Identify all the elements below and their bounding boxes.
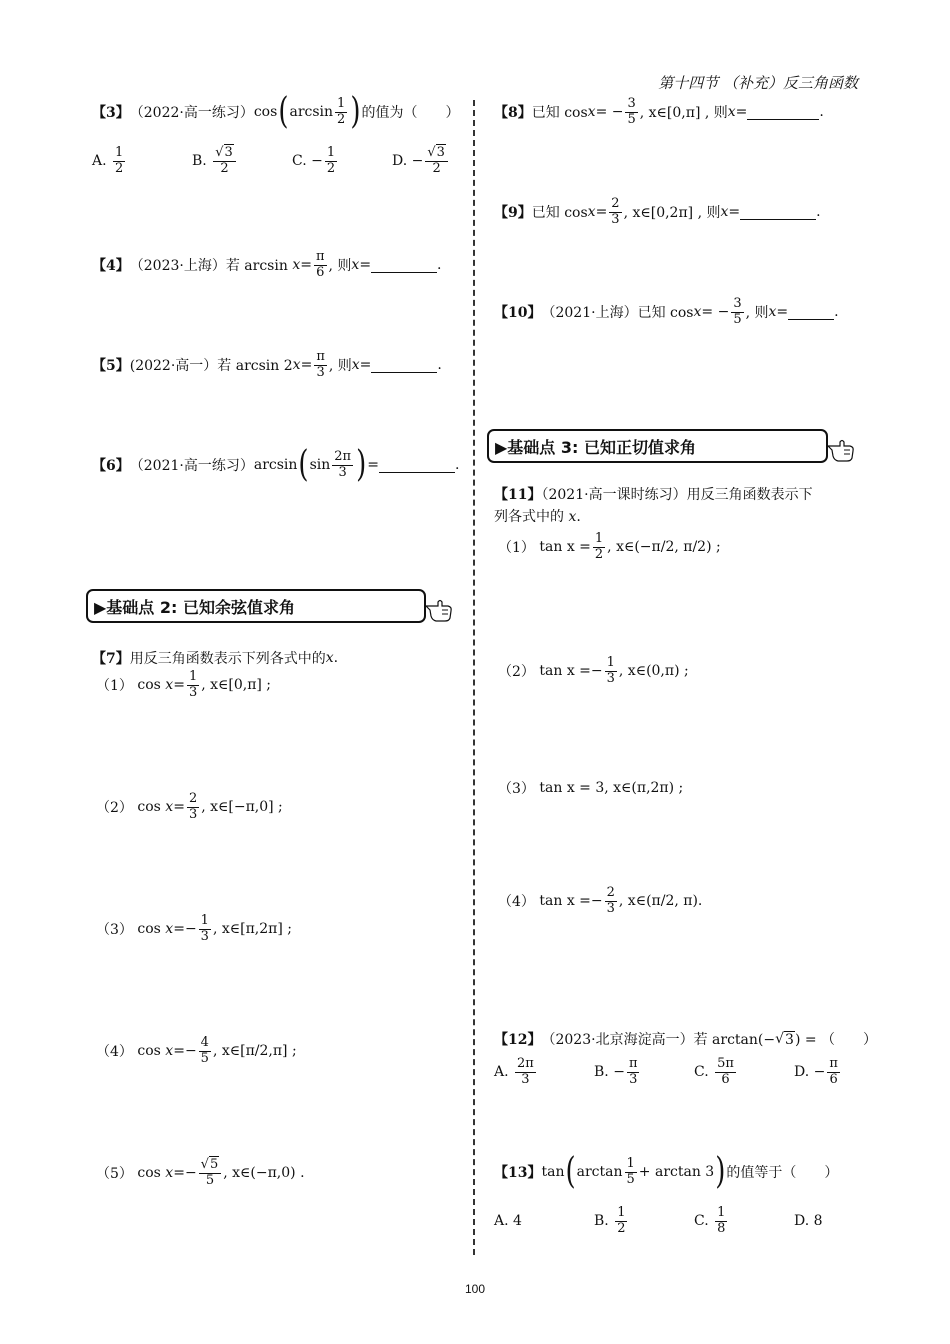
- frac-den: 6: [829, 1071, 838, 1087]
- item-domain: , x∈[−π,0] ;: [201, 799, 283, 816]
- q7-tag: 【7】: [92, 651, 130, 667]
- var-x: x: [568, 509, 577, 525]
- item-frac: [593, 532, 605, 563]
- frac-den: 3: [521, 1071, 530, 1087]
- var-x: x: [727, 104, 736, 121]
- item-domain: , x∈[π/2,π] ;: [212, 1043, 297, 1060]
- q3-frac: [335, 97, 347, 128]
- q3-frac-den: 2: [337, 111, 346, 127]
- q4-pre: 若 arcsin: [225, 258, 288, 275]
- q11-tag: 【11】: [494, 487, 542, 503]
- choice-sign: −: [813, 1064, 826, 1081]
- eq: =: [367, 457, 379, 474]
- eq: =: [728, 204, 741, 221]
- q4-tag: 【4】: [92, 258, 130, 275]
- q3-fn: cos: [253, 104, 278, 121]
- section-3-title: ▶基础点 3: 已知正切值求角: [495, 437, 696, 457]
- frac-num-sqrt: √5: [199, 1158, 222, 1174]
- q6-frac: [332, 450, 353, 481]
- frac-den: 3: [606, 670, 615, 686]
- q12-pre: 若 arctan(−: [693, 1032, 776, 1048]
- q8-tag: 【8】: [494, 105, 532, 122]
- q7-item-5: [96, 1158, 305, 1189]
- q8-pre: 已知 cos: [531, 105, 588, 122]
- q10-source: （2021·上海）: [541, 305, 638, 322]
- q13-choices: [494, 1206, 894, 1237]
- choice-sign: −: [311, 153, 323, 170]
- q8-domain: , x∈[0,π] , 则: [639, 105, 728, 122]
- frac-num: 3: [733, 296, 742, 311]
- choice-frac: [515, 1057, 536, 1088]
- frac-num: π: [316, 349, 325, 364]
- eq: =: [359, 257, 372, 274]
- choice-frac: [213, 146, 236, 177]
- eq: =: [300, 357, 313, 374]
- paren-open: (: [565, 1151, 576, 1194]
- q6-tag: 【6】: [92, 458, 130, 475]
- frac-den: 2: [115, 160, 124, 176]
- q12-choice-a[interactable]: [494, 1057, 594, 1088]
- frac-num: 1: [617, 1205, 626, 1220]
- question-4: 【4】 （2023·上海） 若 arcsin x = $\frac{\pi}{6}$ , 则 x = .: [92, 249, 442, 280]
- sqrt-radicand: 5: [209, 1157, 219, 1172]
- frac-num: 1: [188, 669, 198, 684]
- q5-pre: 若 arcsin 2: [217, 358, 293, 375]
- frac-den: 3: [200, 928, 209, 944]
- eq: = −: [701, 304, 730, 321]
- q12-post: ) = （ ）: [794, 1032, 878, 1048]
- frac-num: 2: [606, 885, 615, 900]
- eq: =: [735, 104, 748, 121]
- var-x: x: [165, 799, 174, 816]
- q9-answer-blank[interactable]: [740, 205, 816, 220]
- paren-close: ): [350, 91, 361, 134]
- q12-source: （2023·北京海淀高一）: [541, 1032, 694, 1048]
- choice-frac: [627, 1057, 640, 1088]
- question-6: 【6】 （2021·高一练习） arcsin ( sin $\frac{2\pi}{3}$ ) = .: [92, 444, 460, 487]
- frac-num: 2: [611, 196, 620, 211]
- choice-label: B.: [594, 1213, 609, 1230]
- q10-domain: , 则: [745, 305, 769, 322]
- question-7: [92, 648, 338, 668]
- frac-num: 1: [115, 145, 124, 160]
- frac-den: 3: [188, 806, 198, 822]
- q4-frac: [314, 250, 327, 281]
- sqrt-radicand: 3: [785, 1031, 794, 1048]
- item-fn: cos: [137, 921, 161, 938]
- choice-label: C.: [292, 153, 307, 170]
- item-domain: , x∈(0,π) ;: [618, 663, 689, 680]
- q6-source: （2021·高一练习）: [129, 458, 254, 475]
- var-x: x: [351, 257, 360, 274]
- var-x: x: [292, 357, 301, 374]
- q9-tag: 【9】: [494, 205, 532, 222]
- q10-tag: 【10】: [494, 305, 542, 322]
- item-domain: , x∈[0,π] ;: [201, 677, 272, 694]
- q12-choice-d[interactable]: [794, 1057, 894, 1088]
- item-domain: , x∈[π,2π] ;: [212, 921, 292, 938]
- eq: =: [173, 799, 185, 816]
- q3-tag: 【3】: [92, 105, 130, 122]
- choice-label: D.: [794, 1064, 810, 1081]
- frac-num: 1: [717, 1205, 726, 1220]
- item-frac: [187, 792, 199, 823]
- var-x: x: [587, 204, 596, 221]
- item-domain: , x∈(−π,0) .: [223, 1165, 305, 1182]
- item-sign: −: [590, 663, 603, 680]
- q9-pre: 已知 cos: [531, 205, 588, 222]
- item-fn: cos: [137, 1165, 161, 1182]
- choice-sign: −: [411, 153, 424, 170]
- choice-label: B.: [192, 153, 207, 170]
- frac-den: 3: [316, 364, 325, 380]
- frac-num: 2π: [517, 1056, 534, 1071]
- frac-num: π: [628, 1056, 638, 1071]
- item-num: （4）: [96, 1044, 133, 1061]
- eq: = −: [595, 104, 624, 121]
- frac-num: 5π: [717, 1056, 734, 1071]
- choice-frac: [827, 1057, 840, 1088]
- paren-open: (: [298, 444, 309, 487]
- item-sign: −: [184, 1043, 197, 1060]
- choice-frac: [325, 146, 337, 177]
- frac-den: 5: [733, 311, 742, 327]
- frac-den: 5: [627, 111, 636, 127]
- choice-frac: [425, 146, 448, 177]
- choice-frac: [615, 1206, 627, 1237]
- eq: =: [173, 921, 185, 938]
- q10-frac: [731, 297, 743, 328]
- item-num: （1）: [96, 678, 133, 695]
- q11-line1: 用反三角函数表示下: [686, 487, 813, 503]
- item-expr: tan x =: [539, 539, 591, 556]
- item-sign: −: [184, 1165, 197, 1182]
- var-x: x: [165, 1165, 174, 1182]
- frac-den: 2: [326, 160, 336, 176]
- eq: =: [173, 1043, 185, 1060]
- q4-answer-blank[interactable]: [371, 258, 437, 273]
- q3-arc: arcsin: [289, 104, 334, 121]
- eq: =: [300, 257, 312, 274]
- q5-post: , 则: [328, 358, 352, 375]
- q4-post: , 则: [328, 258, 352, 275]
- var-x: x: [587, 104, 596, 121]
- eq: =: [173, 1165, 185, 1182]
- item-expr: tan x =: [539, 893, 591, 910]
- q9-domain: , x∈[0,2π] , 则: [623, 205, 721, 222]
- q6-answer-blank[interactable]: [379, 458, 455, 473]
- q7-item-2: [96, 792, 283, 823]
- var-x: x: [351, 357, 360, 374]
- q3-tail: 的值为（ ）: [361, 105, 460, 122]
- item-num: （5）: [96, 1166, 133, 1183]
- q13-tail: 的值等于（ ）: [726, 1165, 839, 1182]
- frac-den: 5: [200, 1050, 209, 1066]
- choice-label: D.: [392, 153, 408, 170]
- var-x: x: [325, 650, 334, 666]
- q3-frac-num: 1: [337, 96, 346, 111]
- q11-end: .: [576, 509, 581, 525]
- q6-inner: sin: [309, 457, 331, 474]
- q13-arctan-3: + arctan 3: [638, 1164, 715, 1181]
- q3-choices: [92, 146, 492, 177]
- question-9: 【9】 已知 cos x = $\frac{2}{3}$ , x∈[0,2π] , 则 x = .: [494, 196, 821, 227]
- item-num: （3）: [96, 922, 133, 939]
- frac-den: 2: [617, 1220, 626, 1236]
- item-frac: [605, 656, 617, 687]
- item-num: （2）: [96, 800, 133, 817]
- q7-item-3: [96, 914, 292, 945]
- frac-den: 3: [606, 900, 615, 916]
- q13-choice-b[interactable]: [594, 1206, 694, 1237]
- var-x: x: [720, 204, 729, 221]
- item-fn: cos: [137, 677, 161, 694]
- q9-frac: [609, 197, 621, 228]
- choice-label: A.: [494, 1064, 509, 1081]
- frac-den: 8: [717, 1220, 726, 1236]
- q7-end: .: [333, 650, 339, 666]
- q13-fn: tan: [541, 1164, 565, 1181]
- q13-tag: 【13】: [494, 1165, 542, 1182]
- eq: =: [776, 304, 789, 321]
- var-x: x: [165, 921, 174, 938]
- item-fn: cos: [137, 799, 161, 816]
- choice-label: A.: [92, 153, 107, 170]
- q13-arctan: arctan: [576, 1164, 623, 1181]
- eq: =: [359, 357, 372, 374]
- choice-label: C.: [694, 1213, 709, 1230]
- q8-frac: [625, 97, 637, 128]
- var-x: x: [292, 257, 301, 274]
- q11-item-1: [498, 532, 721, 563]
- question-5: 【5】 (2022·高一） 若 arcsin 2 x = $\frac{\pi}{3}$ , 则 x = .: [92, 349, 442, 380]
- sqrt-radicand: 3: [224, 145, 233, 160]
- eq: =: [173, 677, 185, 694]
- question-12: 【12】 （2023·北京海淀高一） 若 arctan(− √ 3 ) = （ ）: [494, 1031, 878, 1048]
- item-num: （1）: [498, 540, 535, 557]
- q5-frac: [314, 350, 327, 381]
- choice-frac: [715, 1206, 727, 1237]
- frac-den: 6: [721, 1071, 730, 1087]
- item-domain: , x∈(π/2, π).: [618, 893, 703, 910]
- item-domain: , x∈(π,2π) ;: [604, 780, 684, 796]
- section-2-title: ▶基础点 2: 已知余弦值求角: [94, 597, 295, 617]
- choice-sign: −: [613, 1064, 625, 1081]
- paren-open: (: [278, 91, 289, 134]
- frac-den: 3: [611, 211, 620, 227]
- frac-num: 1: [200, 913, 209, 928]
- item-frac: [199, 1036, 211, 1067]
- frac-num: 2: [188, 791, 198, 806]
- item-num: （2）: [498, 664, 535, 681]
- page-number: 100: [464, 1282, 486, 1296]
- frac-num: π: [315, 249, 325, 264]
- q3-choice-d[interactable]: [392, 146, 492, 177]
- page-header-title: 第十四节 （补充）反三角函数: [658, 74, 858, 92]
- question-11: [494, 484, 813, 528]
- q12-choice-b[interactable]: [594, 1057, 694, 1088]
- question-10: 【10】 （2021·上海） 已知 cos x = − $\frac{3}{5}$ , 则 x = .: [494, 296, 839, 327]
- eq: =: [595, 204, 608, 221]
- frac-den: 6: [316, 264, 325, 280]
- q13-choice-a[interactable]: [494, 1206, 594, 1237]
- column-divider: [473, 100, 475, 1255]
- item-sign: −: [590, 893, 603, 910]
- frac-num: 4: [200, 1035, 209, 1050]
- frac-num: 3: [627, 96, 636, 111]
- q11-source: （2021·高一课时练习）: [541, 487, 687, 503]
- choice-label: D. 8: [794, 1213, 823, 1230]
- frac-num: 2π: [334, 449, 352, 464]
- sqrt-radicand: 3: [436, 145, 445, 160]
- q11-item-4: [498, 886, 702, 917]
- q3-choice-a[interactable]: [92, 146, 192, 177]
- q5-tag: 【5】: [92, 358, 130, 375]
- q10-answer-blank[interactable]: [788, 305, 834, 320]
- paren-close: ): [715, 1151, 726, 1194]
- item-expr: tan x = 3: [539, 780, 605, 796]
- frac-num: 1: [326, 145, 336, 160]
- choice-label: C.: [694, 1064, 709, 1081]
- frac-den: 3: [338, 464, 347, 480]
- question-3: [92, 91, 460, 134]
- choice-label: B.: [594, 1064, 609, 1081]
- q13-choice-d[interactable]: [794, 1206, 894, 1237]
- q7-item-1: [96, 670, 271, 701]
- frac-den: 2: [594, 546, 604, 562]
- frac-num: π: [829, 1056, 838, 1071]
- question-8: 【8】 已知 cos x = − $\frac{3}{5}$ , x∈[0,π] , 则 x = .: [494, 96, 824, 127]
- pointing-hand-icon: [424, 594, 456, 624]
- q3-choice-c[interactable]: [292, 146, 392, 177]
- choice-frac: [113, 146, 125, 177]
- frac-num: 1: [594, 531, 604, 546]
- choice-label: A. 4: [494, 1213, 522, 1230]
- item-expr: tan x =: [539, 663, 591, 680]
- frac-den: 2: [432, 160, 441, 176]
- frac-den: 5: [626, 1171, 635, 1187]
- q6-fn: arcsin: [253, 457, 298, 474]
- q12-choices: [494, 1057, 894, 1088]
- frac-num: 1: [626, 1156, 635, 1171]
- q8-answer-blank[interactable]: [747, 105, 819, 120]
- item-frac: [199, 914, 211, 945]
- q11-line2: 列各式中的: [494, 509, 569, 525]
- item-num: （3）: [498, 781, 535, 797]
- q5-source: (2022·高一）: [129, 358, 218, 375]
- q7-text: 用反三角函数表示下列各式中的: [129, 651, 326, 667]
- paren-close: ): [356, 444, 367, 487]
- choice-frac: [715, 1057, 736, 1088]
- q3-choice-b[interactable]: [192, 146, 292, 177]
- frac-den: 3: [188, 684, 198, 700]
- q4-source: （2023·上海）: [129, 258, 226, 275]
- item-frac: [199, 1158, 222, 1189]
- item-sign: −: [184, 921, 197, 938]
- q12-tag: 【12】: [494, 1032, 542, 1048]
- frac-den: 2: [220, 160, 229, 176]
- item-fn: cos: [137, 1043, 161, 1060]
- section-3-banner: [487, 429, 828, 463]
- var-x: x: [165, 677, 174, 694]
- item-frac: [605, 886, 617, 917]
- frac-den: 5: [205, 1172, 215, 1188]
- question-13: [494, 1151, 839, 1194]
- q12-choice-c[interactable]: [694, 1057, 794, 1088]
- item-domain: , x∈(−π/2, π/2) ;: [607, 539, 721, 556]
- item-num: （4）: [498, 894, 535, 911]
- var-x: x: [768, 304, 777, 321]
- q13-choice-c[interactable]: [694, 1206, 794, 1237]
- q3-source: （2022·高一练习）: [129, 105, 254, 122]
- var-x: x: [693, 304, 702, 321]
- q11-item-3: [498, 778, 683, 798]
- section-2-banner: [86, 589, 426, 623]
- q10-pre: 已知 cos: [637, 305, 694, 322]
- pointing-hand-icon: [826, 434, 858, 464]
- frac-num-sqrt: √3: [213, 146, 236, 162]
- frac-num-sqrt: √3: [425, 146, 448, 162]
- q5-answer-blank[interactable]: [371, 358, 437, 373]
- frac-num: 1: [606, 655, 615, 670]
- q11-item-2: [498, 656, 689, 687]
- q13-frac: [625, 1157, 637, 1188]
- item-frac: [187, 670, 199, 701]
- var-x: x: [165, 1043, 174, 1060]
- q7-item-4: [96, 1036, 297, 1067]
- frac-den: 3: [629, 1071, 638, 1087]
